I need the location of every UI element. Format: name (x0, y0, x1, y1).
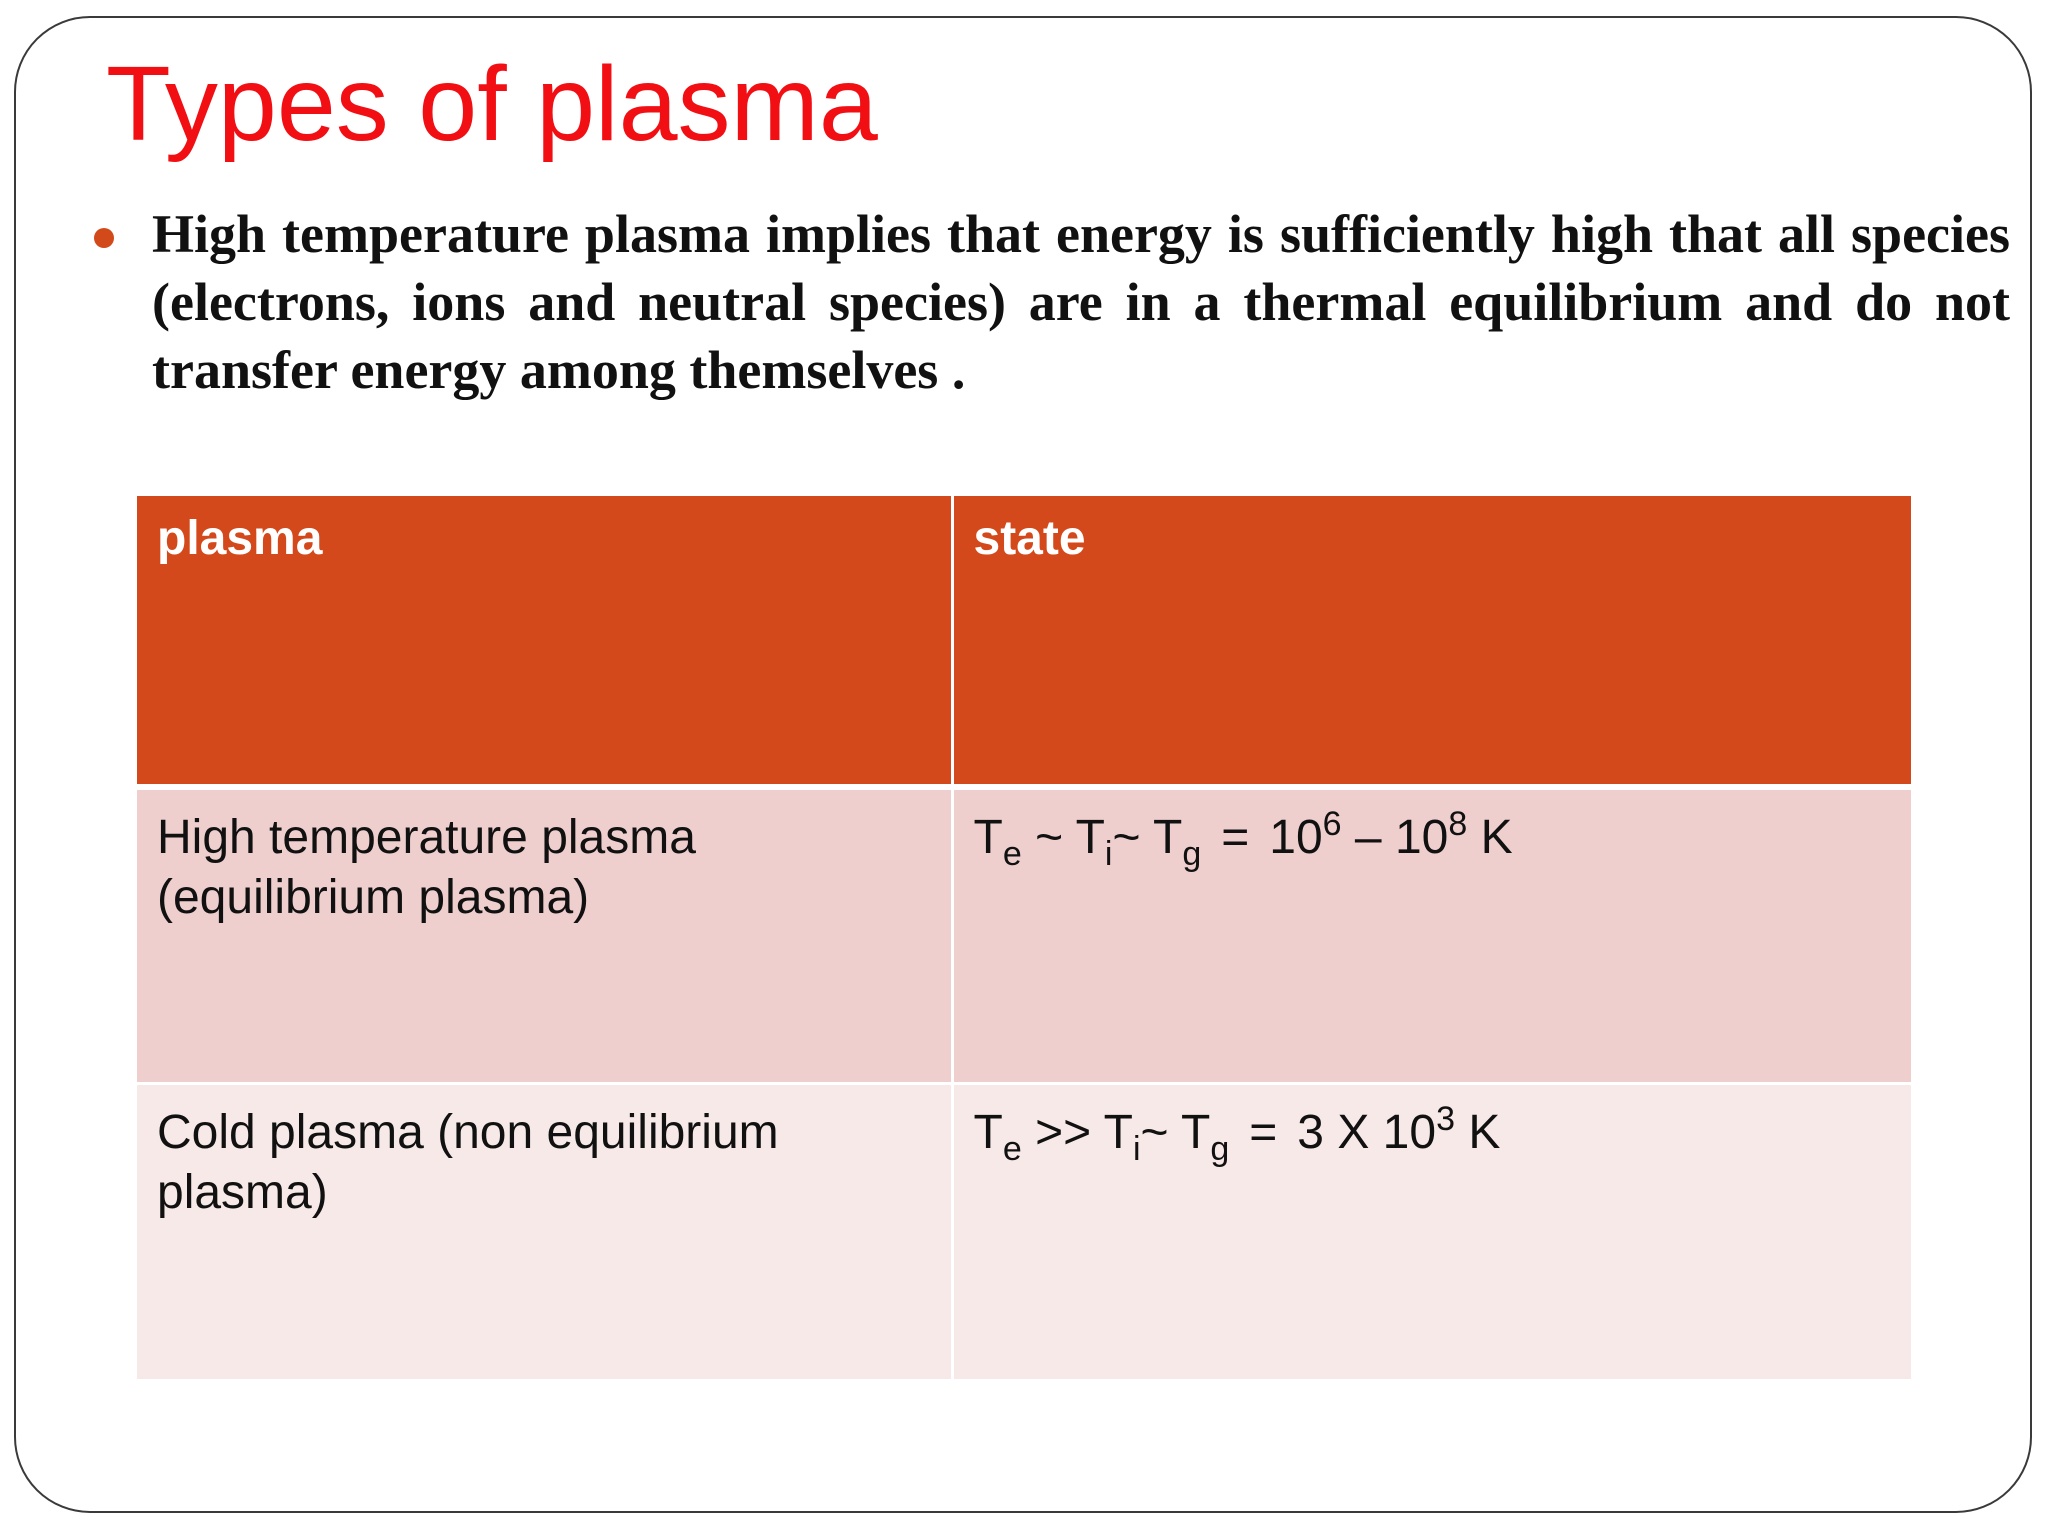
formula-t: T (1181, 1105, 1211, 1159)
cell-state-formula (952, 787, 1911, 1083)
formula-relation: >> (1021, 1105, 1104, 1159)
header-state: state (952, 496, 1911, 787)
formula-t: T (973, 1105, 1003, 1159)
bullet-dot-icon (94, 228, 114, 248)
formula-unit: K (1467, 811, 1513, 864)
formula-t: T (1075, 811, 1105, 864)
formula-t: T (1152, 811, 1183, 864)
header-plasma: plasma (137, 496, 952, 787)
formula-dash: – (1341, 811, 1395, 864)
formula-t: T (1103, 1105, 1133, 1159)
slide-title: Types of plasma (106, 45, 878, 163)
formula-exponent: 8 (1448, 805, 1468, 843)
formula-sub-e: e (1002, 1129, 1022, 1168)
formula-relation: ~ (1140, 1105, 1182, 1159)
table-header-row (137, 496, 1911, 787)
formula-sub-i: i (1104, 835, 1113, 873)
formula-relation: ~ (1112, 811, 1153, 864)
table-row (137, 1083, 1911, 1379)
plasma-types-table (137, 496, 1911, 1379)
formula-value: 3 X 10 (1297, 1105, 1437, 1159)
formula-equals: = (1249, 1105, 1278, 1159)
cell-plasma-type: High temperature plasma (equilibrium plasma) (137, 787, 952, 1083)
formula-sub-i: i (1132, 1129, 1141, 1168)
formula-unit: K (1455, 1105, 1501, 1159)
cell-state-formula (952, 1083, 1911, 1379)
bullet-text: High temperature plasma implies that energy is sufficiently high that all species (electrons, ions and neutral species) are in a thermal equilibrium and do not transfer energy among themselves . (152, 204, 2010, 400)
formula-relation: ~ (1021, 811, 1076, 864)
formula-sub-e: e (1002, 835, 1022, 873)
table-row (137, 787, 1911, 1083)
formula-exponent: 6 (1322, 805, 1342, 843)
formula-equals: = (1221, 811, 1250, 864)
formula-t: T (973, 811, 1003, 864)
cell-plasma-type: Cold plasma (non equilibrium plasma) (137, 1083, 952, 1379)
formula-exponent: 3 (1436, 1099, 1455, 1138)
formula-value: 10 (1394, 811, 1449, 864)
formula-sub-g: g (1182, 835, 1202, 873)
formula-value: 10 (1269, 811, 1323, 864)
formula-sub-g: g (1210, 1129, 1230, 1168)
